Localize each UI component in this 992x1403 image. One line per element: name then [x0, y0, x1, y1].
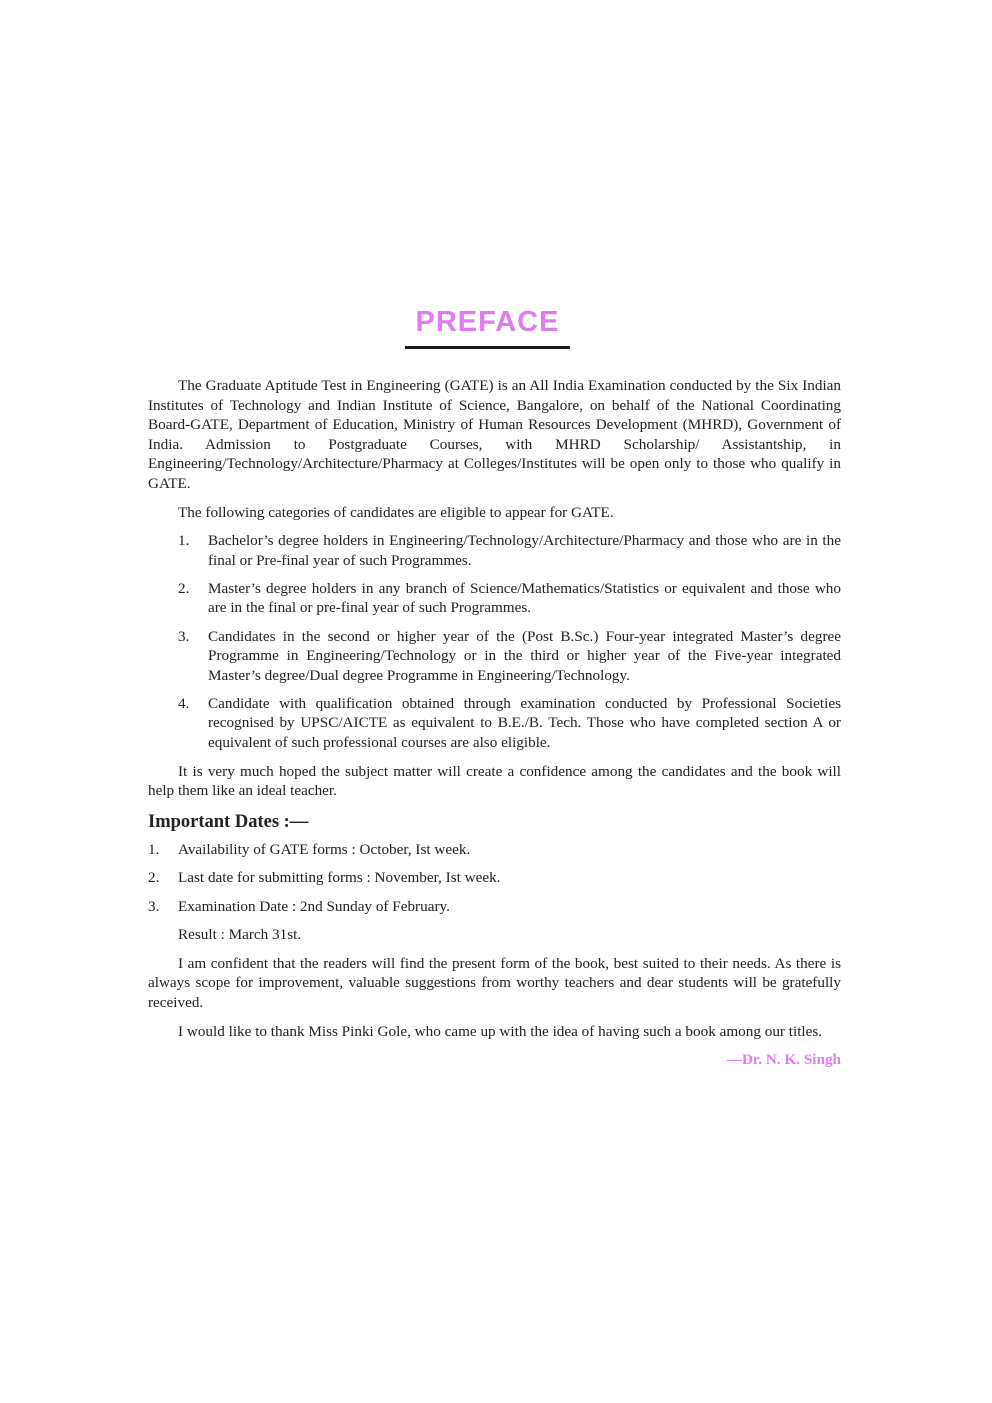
item-text: Candidate with qualification obtained through examination conducted by Professional Societies recognised by UPSC/AICTE as equivalent to B.E./B. Tech. Those who have completed section A or equivalent of such professional courses are also eligible.: [208, 694, 841, 751]
item-text: Examination Date : 2nd Sunday of February.: [178, 897, 450, 915]
page-title: PREFACE: [415, 306, 560, 338]
list-item: [148, 531, 841, 570]
item-text: Bachelor’s degree holders in Engineering/Technology/Architecture/Pharmacy and those who are in the final or Pre-final year of such Programmes.: [208, 532, 841, 569]
author-signature: —Dr. N. K. Singh: [726, 1051, 841, 1069]
list-item: [148, 897, 841, 917]
item-text: Candidates in the second or higher year of the (Post B.Sc.) Four-year integrated Master’s degree Programme in Engineering/Technology or in the third or higher year of the Five-year integrated Master’s degree/Dual degree Programme in Engineering/Technology.: [208, 627, 841, 684]
list-item: [148, 579, 841, 618]
thanks-paragraph: I would like to thank Miss Pinki Gole, who came up with the idea of having such a book among our titles.: [178, 1022, 823, 1040]
title-underline: [405, 346, 570, 349]
dates-list: [148, 840, 841, 916]
list-item: [148, 840, 841, 860]
item-number: 3.: [148, 897, 160, 915]
dates-heading: Important Dates :—: [148, 811, 309, 832]
item-text: Last date for submitting forms : November, Ist week.: [178, 869, 501, 887]
hope-paragraph: It is very much hoped the subject matter will create a confidence among the candidates and the book will help them like an ideal teacher.: [148, 762, 841, 800]
list-item: [148, 868, 841, 888]
item-number: 4.: [178, 694, 190, 712]
intro-paragraph: The Graduate Aptitude Test in Engineering (GATE) is an All India Examination conducted by the Six Indian Institutes of Technology and Indian Institute of Science, Bangalore, on behalf of the National Coordinating Board-GATE, Department of Education, Ministry of Human Resources Development (MHRD), Government of India. Admission to Postgraduate Courses, with MHRD Scholarship/ Assistantship, in Engineering/Technology/Architecture/Pharmacy at Colleges/Institutes will be open only to those who qualify in GATE.: [148, 377, 841, 492]
item-number: 3.: [178, 627, 190, 645]
result-line: Result : March 31st.: [178, 926, 302, 944]
item-number: 2.: [148, 869, 160, 887]
list-item: [148, 627, 841, 686]
item-text: Availability of GATE forms : October, Ist week.: [178, 841, 471, 859]
item-text: Master’s degree holders in any branch of Science/Mathematics/Statistics or equivalent and those who are in the final or pre-final year of such Programmes.: [208, 579, 841, 617]
item-number: 1.: [148, 841, 160, 859]
item-number: 1.: [178, 532, 190, 550]
eligibility-list: [148, 531, 841, 752]
confident-paragraph: I am confident that the readers will find the present form of the book, best suited to their needs. As there is always scope for improvement, valuable suggestions from worthy teachers and dear students will be gratefully received.: [148, 954, 841, 1011]
preface-body: [148, 376, 841, 1070]
categories-intro: The following categories of candidates are eligible to appear for GATE.: [178, 503, 614, 521]
list-item: [148, 694, 841, 753]
item-number: 2.: [178, 579, 190, 597]
